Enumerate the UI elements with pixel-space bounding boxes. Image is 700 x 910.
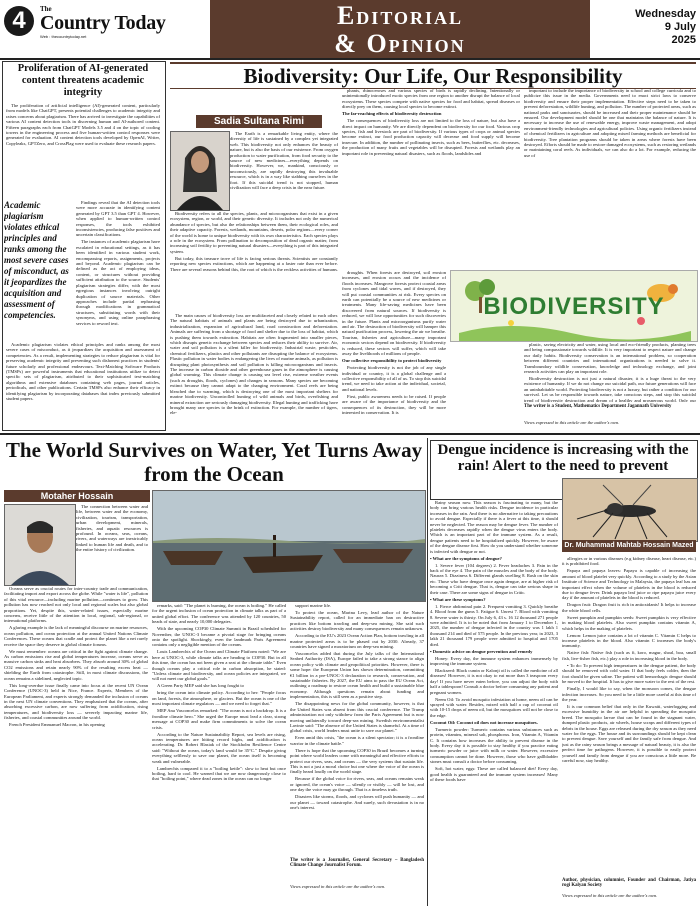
paragraph: Findings reveal that the AI detection tools were more accurate in identifying content generated by GPT 3.5 than GPT 4. However, when applied to human-written control responses, the tools exhibited inconsistencies, producing false positives and uncertain classifications. <box>76 200 160 238</box>
paragraph: Blackseed: Black cumin or Kalonji oil is called the medicine of all diseases! However, it is not okay to eat more than 3 teaspoon every day! If you have never eaten before, you can adjust the body with half a tablespoon! Consult a doctor before consuming any patient and pregnant women. <box>430 667 558 695</box>
water-author-photo <box>4 504 76 586</box>
dengue-article-col1 <box>430 500 558 902</box>
sidebar-article-body-bottom <box>6 342 160 426</box>
paragraph: remarks, said: "The planet is burning, the ocean is boiling." He called for the urgent inclusion of ocean protection in climate talks as part of a united global effort. The conference was attended by 120 countries, 50 heads of state, and nearly 10,000 delegates. <box>152 603 286 625</box>
paragraph: But today, this treasure trove of life is facing serious threats. Scientists are constantly reporting new species extinctions, which are happening at a faster rate than ever before. There are several reasons behind this, the root of which is the reckless activities of humans. <box>170 255 338 272</box>
date-block <box>600 8 696 47</box>
paragraph: phants, rhinoceroses and various species of birds is rapidly declining. Intentionally or unintentionally introduced exotic species from one region to another disrupt the balance of local ecosystems. These species compete with native species for food and habitat, spread diseases or directly prey on them, causing local species to become extinct. <box>342 88 520 110</box>
paragraph: According to the Nature Sustainability Report, sea levels are rising, ocean temperatures are hitting record highs, and acidification is accelerating. Dr. Robert Blasiak of the Stockholm Resilience Centre said: "Without the ocean, today's land would be 35°C." Despite giving everything selflessly to save our planet, the ocean itself is becoming weak and vulnerable. <box>152 731 286 764</box>
paragraph: The disappointing news for the global community, however, is that the United States was absent from this crucial conference. The Trump administration not only withdrew from the Paris Agreement but is now moving unilaterally toward deep-sea mining. Swedish environmentalist Lavinie said: "The absence of the United States is shameful. At a time of global crisis, world leaders must unite to save our planet." <box>290 701 424 734</box>
paragraph: This long-overdue issue finally came into focus at the recent UN Ocean Conference (UNOC-3) held in Nice, France. Experts, Members of the European Parliament, and experts strongly demanded the inclusion of oceans in the next UN climate conventions. They emphasized that the oceans, after absorbing excessive carbon, are now suffering from acidification, rising temperatures, and biodiversity loss — severely impacting marine life, fisheries, and coastal communities around the world. <box>4 682 148 721</box>
water-article-author: Motaher Hossain <box>4 490 150 502</box>
paragraph: We must remember: oceans are critical in the fight against climate change. As carbon emissions rise and global temperatures increase, oceans serve as massive carbon sinks and heat absorbers. They absorb around 30% of global CO2 emissions and retain nearly 90% of the resulting excess heat — shielding the Earth from catastrophe. Still, in most climate discussions, the ocean remains a sidelined, neglected topic. <box>4 648 148 681</box>
paragraph: Lambrechts compared it to a "boiling kettle": slow to heat but once boiling, hard to cool. He warned that we are now dangerously close to that "boiling point," where dead zones in the ocean can no longer <box>152 765 286 782</box>
lead-article-col4 <box>524 88 696 268</box>
paragraph: Louis Lambrechts of the Ocean and Climate Platform noted: "We are here at UNOC-3, while climate talks are heading to COP30. But in all this time, the ocean has not been given a seat at the climate table." Even though oceans play a critical role in carbon absorption, he stated: "Unless climate and biodiversity, and ocean policies are integrated, we will not meet our global goals." <box>152 649 286 682</box>
subhead: • What are these symptoms? <box>430 596 486 602</box>
mosquito-photo <box>562 478 698 542</box>
paragraph: Native fish: Native fish (such as fi, koro, magur, shoal, boa, small fish, live-fisher fish, etc.) play a role in increasing blood in the body. <box>562 650 696 661</box>
paragraph: Vasconcelos added that during the July talks of the International Seabed Authority (ISA), Europe failed to take a strong stance to align ocean policy with climate and geopolitical priorities. However, there is some hope: the European Union has shown determination, committing €1 billion in a pre-UNOC-3 declaration to research, conservation, and sustainable fisheries. By 2027, the EU aims to pass the EU Ocean Act, outlining a roadmap to restore ocean health and build a sustainable blue economy. Although questions remain about funding and implementation, this is still seen as a positive step. <box>290 651 424 700</box>
section-rule <box>0 433 700 435</box>
paragraph: Because if the global voice for rivers, seas, and oceans remains weak or ignored, the ocean's voice — silently or visibly — will be lost, and one day the voice may go through. That is a timeless truth. <box>290 776 424 793</box>
paragraph: Finally, I would like to say, when the monsoon comes, the dengue infection increases. So you need to be a little more careful at this time of the year. <box>562 686 696 702</box>
paragraph: The Earth is a remarkable living entity, where the diversity of life is sustained by a complex yet integrated web. This biodiversity not only enhances the beauty of nature, but is also the basis of our existence. From oxygen production to water purification, from food security to the source of new medicines—everything depends on biodiversity. However, we, mankind, consciously or unconsciously, are rapidly destroying this invaluable resource, which is in a way like stabbing ourselves in the foot. If this suicidal trend is not stopped, human civilization will face a deep crisis in the near future. <box>230 131 338 191</box>
paragraph: The consequences of biodiversity loss are not limited to the loss of nature, but also have a direct impact on humanity. We are directly dependent on biodiversity for our food. Various crop species, fish and livestock are part of biodiversity. If various types of crops or animal species become extinct, our food production capacity will decrease and food supply will become insecure. In addition, the number of pollinating insects, such as bees, butterflies, etc. decreases, the production of many fruits and vegetables will be disrupted. Forests and wetlands play an important role in preventing natural disasters, such as floods, landslides and <box>342 118 520 156</box>
paragraph: According to the EU's 2023 Ocean Action Plan, bottom trawling in all marine protected areas is to be phased out by 2030. Already, 37 countries have signed a moratorium on deep-sea mining. <box>290 633 424 650</box>
dengue-article-col2 <box>562 556 696 876</box>
paragraph: support marine life. <box>295 603 332 608</box>
brand-name: Country Today <box>40 12 166 34</box>
section-header <box>210 0 590 58</box>
paragraph: The connection between water and life, between water and the economy, civilization, tourism, transportation, urban development, minerals, fisheries, and aquatic resources is profound. In oceans, seas, oceans, rivers, and waterways are inextricably linked to human life and death, and to the entire history of civilization. <box>76 504 148 553</box>
paragraph: important to include the importance of biodiversity in school and college curricula and to publicize this issue in the media. Governments need to enact strict laws to conserve biodiversity and ensure their proper implementation. Effective steps need to be taken to prevent deforestation, wildlife hunting, and pollution. The number of protected areas, such as national parks and sanctuaries, should be increased and their proper maintenance should be ensured. Our development model should be one that maintains the balance of nature. It is necessary to increase the use of renewable energy, improve waste management, and adopt environment-friendly technologies and agricultural policies. Using organic fertilizers instead of chemical fertilizers in agriculture and adopting mixed farming methods are beneficial for biodiversity. Tree plantation programs should be taken in areas where forests have been destroyed. Efforts should be made to restore damaged ecosystems, such as restoring wetlands or maintaining coral reefs. As individuals, we can also do a lot. For example, reducing the use of <box>524 88 696 158</box>
dengue-author-note: Author, physician, columnist, Founder and Chairman, Jatiya rogi Kalyan Society <box>562 878 696 889</box>
section-line-1: Editorial <box>336 1 464 30</box>
subhead: • What are the symptoms of dengue? <box>430 555 502 561</box>
paragraph: droughts. When forests are destroyed, soil erosion increases, and erosion occurs and the incidence of floods increases. Mangrove forests protect coastal areas from cyclones and tidal waves, and if destroyed, they will put coastal communities at risk. Every species on earth can potentially be a source of new medicines or treatments. Many life-saving medicines have been discovered from natural sources. If biodiversity is reduced, we will lose opportunities for such discoveries in the future. Plants and microorganisms purify water and air. The destruction of biodiversity will hamper this natural purification process, lowering the air we breathe. Tourism, fisheries and agriculture—many important economic sectors depend on biodiversity. If biodiversity is reduced, these sectors will suffer, which will take away the livelihoods of millions of people. <box>342 270 446 357</box>
paragraph: Biodiversity destruction is not just a natural disaster, it is a huge threat to the very existence of humanity. If we do not change our suicidal path, our future generations will face an uninhabitable world. Protecting biodiversity is not a luxury, but rather a condition for our survival. Let us be responsible towards nature, take conscious steps, and stop this suicidal trend of biodiversity destruction and dream of a healthy and prosperous world. Only our <box>524 376 696 402</box>
paragraph: French President Emmanuel Macron, in his opening <box>9 722 105 728</box>
dengue-article-headline: Dengue incidence is increasing with the rain! Alert to the need to prevent <box>437 442 689 474</box>
paragraph: Soft, hot water, eggs: These are called balanced diet! Every day, good health is guaranteed and the immune system increases! Many of these foods have <box>430 766 558 783</box>
brand-prefix: The <box>40 5 52 13</box>
paragraph: It is our common belief that only in the Kuwaiti, waterlogging and excessive humidity in the air are helpful in spreading the mosquito breed. The mosquito larvae that can be found in the stagnant water, dumped plastic products, air wheels, house scraps and different types of debris in the house. Eggs are released during the dry season as they need water for the eggs. The house and its surroundings should be kept clean to prevent dengue. Save yourself and the family safe from dengue. And just as the rainy season brings a message of natural beauty, it is also the perfect time for pathogens. However, it is possible to easily protect yourself and family from dengue if you are conscious a little more. Be careful now, stay healthy. <box>562 703 696 763</box>
paragraph: The instances of academic plagiarism have escalated in educational settings, as it has been identified in various student work, encompassing reports, assignments, projects and beyond. Academic plagiarism can be defined as the act of employing ideas, content, or structures without providing sufficient attribution to the source. Students' plagiarism strategies differ, with the most egregious instances involving outright duplication of source materials. Other approaches include partial rephrasing through modifications in grammatical structures, substituting words with their synonyms, and using online paraphrasing services to reword text. <box>76 239 160 326</box>
paragraph: A Green Party MEP said she has long fought to <box>157 683 244 689</box>
paragraph: 1. Fierce abdominal pain 2. Frequent vomiting 3. Quickly breathe 4. Blood from the gums 5. Fatigue 6. Unrest 7. Blood with vomiting 8. Severe water is thirsty. On July 6, 43 s. 16 12 thousand 271 people were admitted. It is to be noted that from January 1 to December 1, 2025, the number of dengue infected in the country was 1 lakh 1 thousand 214 and died of 575 people. In the previous year, in 2023, 3 lakh 21 thousand 179 people were admitted to hospital and 1705 died. <box>430 603 558 647</box>
date: 9 July <box>664 21 696 33</box>
lead-article-col1 <box>170 211 338 311</box>
water-author-portrait <box>5 505 75 585</box>
section-line-2: & Opinion <box>334 29 466 58</box>
lead-article-author: Sadia Sultana Rimi <box>196 115 322 128</box>
water-article-disclaimer: Views expressed in this article are the author's own. <box>290 884 386 889</box>
paragraph: allergies or in various diseases (e.g kidney disease, heart disease, etc.) it is prohibited food. <box>562 556 696 567</box>
lead-article-col3 <box>342 88 520 268</box>
lead-article-col3b <box>342 270 446 428</box>
paragraph: A glaring example is the lack of meaningful discourse on marine resources, ocean pollution, and ocean protection at the annual United Nations Climate Conferences. These oceans that cradle and protect the planet like a net rarely receive the space they deserve in global climate forums. <box>4 625 148 647</box>
author-portrait <box>171 132 229 210</box>
mosquito-image <box>563 479 697 541</box>
lead-article-spill <box>450 342 520 428</box>
page-number: 4 <box>4 6 34 36</box>
water-article-intro <box>76 504 148 584</box>
paragraph: Papaya and papaya leaves: Papaya is capable of increasing the amount of blood platelet very quickly. According to a study by the Asian Institute of Science and Technology in Malaysia, the papaya leaf has an important effect when the volume of platelets in the blood is reduced due to dengue fever. Drink papaya leaf juice or ripe papaya juice every day if the amount of platelets in the blood is reduced. <box>562 568 696 601</box>
paragraph: Sweet pumpkin and pumpkin seeds: Sweet pumpkin is very effective in making blood platelets. Also sweet pumpkin contains vitamin A, which helps in the making of platelets. <box>562 614 696 631</box>
weekday: Wednesday <box>635 8 696 20</box>
paragraph: With the upcoming COP30 Climate Summit in Brazil scheduled for November, the UNOC-3 became a pivotal stage for bringing oceans onto the spotlight. Shockingly, even the landmark Paris Agreement contains only a negligible mention of the oceans. <box>152 626 286 648</box>
sidebar-article-title: Proliferation of AI-generated content threatens academic integrity <box>17 63 149 98</box>
subhead: • Domestic advice on dengue prevention and remedy <box>430 648 533 654</box>
paragraph: Protecting biodiversity is not the job of any single individual or country, it is a global challenge and a collective responsibility of all of us. To stop this suicidal trend, we need to take action at the individual, societal, and national levels. <box>342 365 446 392</box>
lead-article-author-note: The writer is a Student, Mathematics Department Jagannath University <box>524 404 672 409</box>
biodiversity-illustration <box>450 270 698 342</box>
paragraph: • To do: To prevent high temperatures in the dengue patient, the body should be removed with cold water. If that body feels colder, then the foot should be given saline. The patient will hemorrhagic dengue should be moved to the hospital. It has to give more water to the rest of the rest. <box>562 662 696 685</box>
lead-article-col2 <box>170 313 338 431</box>
paragraph: MEP Ana Vasconcelos remarked: "The ocean is not a backdrop. It is a frontline climate hero." She urged the Europe must lead a clear, strong message at COP30 and make firm commitments to solve the ocean crisis. <box>152 708 286 730</box>
paragraph: Academic plagiarism violates ethical principles and ranks among the most severe cases of misconduct, as it jeopardizes the acquisition and assessment of competencies. As a result, implementing strategies to reduce plagiarism is vital for preserving academic integrity and preventing such dishonest practices in students' future scholarly and professional endeavours. Text-Matching Software Products (TMSPs) are powerful instruments that educational institutions utilize to detect specific sets of plagiarism, attributed to their sophisticated text-matching algorithms and extensive databases containing web pages, journal articles, periodicals, and other publications. Certain TMSPs also enhance their efficacy in identifying plagiarism by incorporating databases that index previously submitted student papers. <box>6 342 160 402</box>
sidebar-pull-quote: Academic plagiarism violates ethical principles and ranks among the most severe cases of misconduct, as it jeopardizes the acquisition and assessment of competencies. <box>4 200 69 320</box>
biodiversity-graphic-text: BIODIVERSITY <box>483 293 665 320</box>
water-article-col2 <box>152 603 286 903</box>
water-article-col1 <box>4 586 148 902</box>
water-article-col3 <box>290 603 424 855</box>
lead-article-col4b <box>524 342 696 402</box>
masthead-rule <box>0 58 700 60</box>
subhead: Our collective responsibility to protect biodiversity <box>342 358 442 364</box>
paragraph: Lemon: Lemon juice contains a lot of vitamin C. Vitamin C helps to increase platelets in the blood. Also vitamin C increases the body's immunity. <box>562 632 696 649</box>
river-scene <box>153 491 425 601</box>
paragraph: 1. Severe fever (104 degrees) 2. Fever headaches 3. Pain in the back of the eye 4. The pain of the muscles and the body of the body. Nausea 5. Dizziness 6. Different glands swelling 8. Rash on the skin etc. Those who have dengue once again dengue, are at higher risk of becoming a Criti dengue. That is, dengue can take serious shape in their case. There are some signs of dengue in Critic. <box>430 562 558 595</box>
water-article-headline: The World Survives on Water, Yet Turns Away from the Ocean <box>5 438 423 486</box>
dengue-article-author: Dr. Muhammad Mahtab Hossain Mazed <box>562 540 696 552</box>
paragraph: bring the ocean into climate policy. According to her: "People focus on land, forests, the atmosphere, or glaciers. But the ocean is one of the most important climate regulators — and we need to forget that." <box>152 690 286 707</box>
paragraph: Rainy season now. This season is fascinating to many, but the body can bring various health risks. Dengue incidence in particular increases in the rain. And there is no alternative to taking precautions to avoid dengue. Especially if there is a fever at this time, it should never be neglected. The reason may be dengue fever. The number of platelets decreases rapidly when the dengue virus enters the body. Which is an important part of the immune system. As a result, dengue patients need to be hospitalized quickly. However, be aware of the dengue disease first. How do you understand whether someone is infected with dengue or not. <box>430 500 558 554</box>
paragraph: Neem Oil: To avoid mosquito infestation at home, neem oil can be sprayed with water. Besides, mixed with half a cup of coconut oil with 10-15 drops of neem oil, but the mosquitoes will not be close to the edge. <box>430 696 558 718</box>
paragraph: Dragon fruit: Dragon fruit is rich in antioxidants! It helps to increase the white blood cells. <box>562 602 696 613</box>
lead-article-disclaimer: Views expressed in this article are the author's own. <box>524 420 620 425</box>
paragraph: The proliferation of artificial intelligence (AI)-generated content, particularly from models like ChatGPT, presents potential challenges to academic integrity and raises concerns about plagiarism. There has arrived to investigate the capabilities of various AI content detection tools in discerning human and AI-authored content. Fifteen paragraphs each from ChatGPT Models 3.5 and 4 on the topic of cooling towers in the engineering process and five human-written control responses were generated for evaluation. AI content detection tools developed by OpenAI, Writer, Copyleaks, GPTZero, and CrossPlag were used to evaluate these research papers. <box>6 103 160 146</box>
paragraph: Even amid this crisis, "the ocean is a silent spectator; it is a frontline warrior in the climate battle." <box>290 735 424 746</box>
dengue-article-disclaimer: Views expressed in this article are the author's own. <box>562 893 658 898</box>
lead-article-intro <box>230 131 338 209</box>
paragraph: The main causes of biodiversity loss are multifaceted and closely related to each other. The natural habitats of animals and plants are being destroyed due to urbanization, industrialization, expansion of agricultural land, road construction and deforestation. Animals are suffering from a shortage of food and shelter due to the loss of habitat, which is pushing them towards extinction. Habitats are often fragmented into smaller pieces, which disrupts genetic exchange between species and reduces their ability to survive. Air, water and soil pollution is a silent killer for biodiversity. Industrial waste, pesticides, chemical fertilizers, plastics and other pollutants are disrupting the balance of ecosystems. Plastic pollution in water bodies is endangering the lives of marine animals, as pollution is disrupting plant photosynthesis and soil pollution is killing microorganisms and insects. The increase in carbon dioxide and other greenhouse gases in the atmosphere is causing global warming. This climate change is causing sea level rise, extreme weather events (such as droughts, floods, cyclones) and changes in seasons. Many species are becoming extinct because they cannot adapt to the changing environment. Coral reefs are being bleached due to warming, which is destroying one of the most important shelters for marine biodiversity. Uncontrolled hunting of wild animals and birds, overfishing and mineral extraction are seriously damaging biodiversity. Illegal hunting and trafficking have brought many rare species to the brink of extinction. For example, the number of tigers, ele- <box>170 313 338 416</box>
lead-article-headline: Biodiversity: Our Life, Our Responsibility <box>170 62 696 89</box>
paragraph: Biodiversity refers to all the species, plants, and microorganisms that exist in a given ecosystem, region, or world, and their genetic diversity. It includes not only the numerical abundance of species, but also the relationships between them, their ecological roles, and their adaptive capacity. Forests, wetlands, mountains, deserts, polar regions—every corner of the world is home to unique biodiversity with its own characteristics. Each species plays a role in the ecosystem. From pollination to decomposition of dead organic matter, from increasing soil fertility to preventing natural disasters—everything is part of this integrated system. <box>170 211 338 254</box>
paragraph: To protect the ocean, Marina Levy, lead author of the Nature Sustainability report, called for an immediate ban on destructive practices like bottom trawling and deep-sea mining. She said such activities destroy biodiversity and many consequences remain unknown. <box>290 610 424 632</box>
year: 2025 <box>671 34 696 46</box>
paragraph: First, public awareness needs to be raised. If people are aware of the importance of biodiversity and the consequences of its destruction, they will be more interested in conservation. It is <box>342 393 446 415</box>
water-article-author-note: The writer is a Journalist, General Secretary – Bangladesh Climate Change Journalist Forum. <box>290 858 424 869</box>
sidebar-article-body-top <box>6 103 160 199</box>
brand-tagline: Web : thecountrytoday.net <box>40 34 87 39</box>
river-boats-photo <box>152 490 426 602</box>
paragraph: plastic, saving electricity and water, using local and eco-friendly products, planting trees and being compassionate towards wildlife. It is very important to respect nature and change our daily habits. Biodiversity conservation is an international problem, so cooperation between different countries and international organizations is needed to solve it. Transboundary wildlife conservation, knowledge and technology exchange, and joint research activities can play an important role. <box>524 342 696 375</box>
author-photo <box>170 131 230 211</box>
paragraph: There is hope that the upcoming COP30 in Brazil becomes a turning point where world leaders come with meaningful and effective efforts to protect our rivers, seas, and oceans — the very systems that sustain life. This is not a just a moral choice but one where the voice of the ocean is finally heard loudly on the world stage. <box>290 747 424 775</box>
paragraph: Oceans serve as crucial routes for inter-country trade and communication, facilitating import and export across the globe. While "water is life", pollution of this vital resource—including marine pollution—continues to grow. This pollution has now reached not only local and regional scales but also global proportions. Yet, despite this, water-related issues, especially marine concerns, receive little of the attention in local, regional, sub-regional, or international platforms. <box>4 586 148 624</box>
column-rule <box>427 438 428 906</box>
paragraph: Honey: Every day, the immune system enhances immensely by improving the immune system. <box>430 655 558 666</box>
subhead: The far-reaching effects of biodiversity destruction <box>342 111 442 117</box>
paragraph: Disasters like storms, floods, and cyclones will push humanity — and our planet — toward catastrophe. And surely, such devastation is in no one's interest. <box>290 794 424 810</box>
sidebar-article-body-mid <box>76 200 160 340</box>
paragraph: Turmeric powder: Turmeric contains various substances such as protein, vitamins, mineral salt, phosphorus. Iron, Vitamin A, Vitamin C. It contains how increases the ability to prevent disease in the body. Every day it is possible to stay healthy if you practice eating turmeric powder or juice with milk or water. However, excessive consumption cannot be done. However, those who have gallbladder stones must consult a doctor before consuming. <box>430 726 558 765</box>
subhead: Coconut Oil: Coconut oil does not increase mosquitoes. <box>430 719 538 725</box>
